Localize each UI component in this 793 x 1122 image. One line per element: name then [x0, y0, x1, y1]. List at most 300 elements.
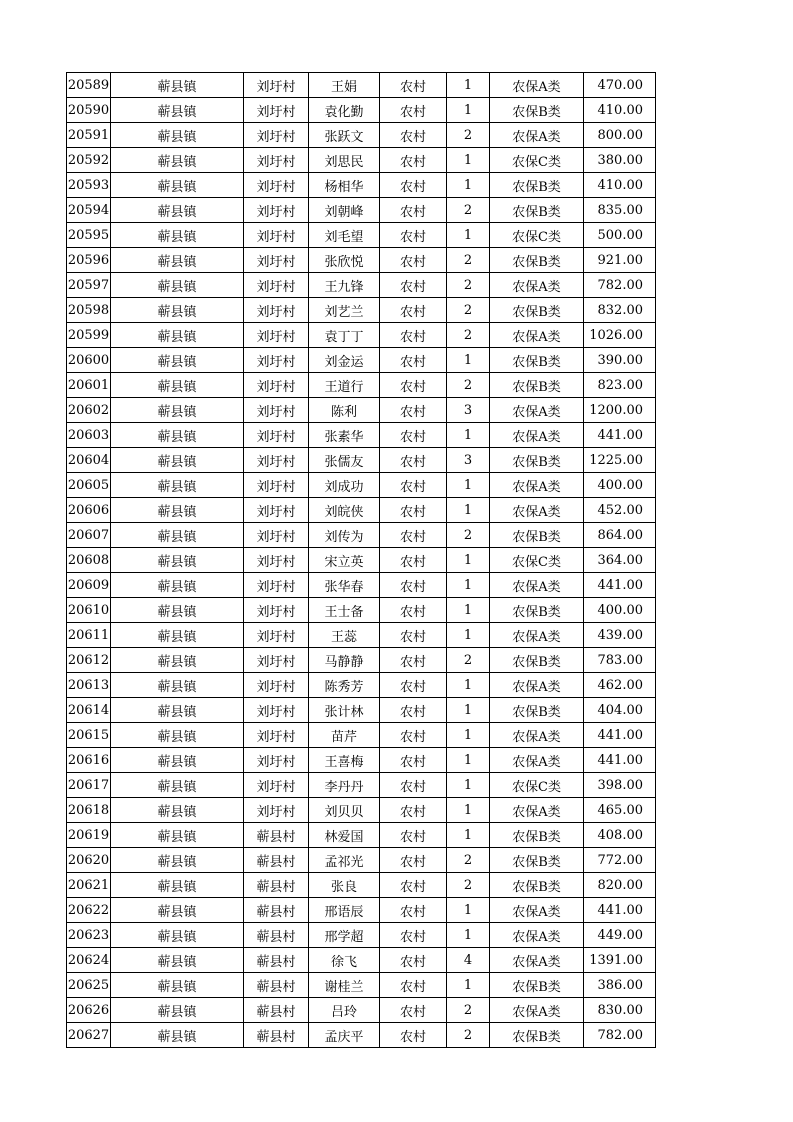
person-name-cell: 刘艺兰	[309, 298, 380, 323]
insurance-category-cell: 农保A类	[490, 748, 584, 773]
amount-cell: 441.00	[584, 748, 656, 773]
residence-type-cell: 农村	[380, 648, 447, 673]
town-cell: 蕲县镇	[111, 873, 244, 898]
town-cell: 蕲县镇	[111, 673, 244, 698]
town-cell: 蕲县镇	[111, 748, 244, 773]
household-count-cell: 1	[447, 73, 490, 98]
town-cell: 蕲县镇	[111, 973, 244, 998]
household-count-cell: 1	[447, 723, 490, 748]
town-cell: 蕲县镇	[111, 223, 244, 248]
table-row	[67, 723, 656, 748]
amount-cell: 400.00	[584, 473, 656, 498]
village-cell: 蕲县村	[244, 873, 309, 898]
village-cell: 刘圩村	[244, 148, 309, 173]
record-id-cell: 20603	[67, 423, 111, 448]
person-name-cell: 袁丁丁	[309, 323, 380, 348]
person-name-cell: 刘成功	[309, 473, 380, 498]
person-name-cell: 刘皖侠	[309, 498, 380, 523]
table-row	[67, 748, 656, 773]
amount-cell: 500.00	[584, 223, 656, 248]
insurance-category-cell: 农保B类	[490, 698, 584, 723]
person-name-cell: 张华春	[309, 573, 380, 598]
village-cell: 刘圩村	[244, 723, 309, 748]
residence-type-cell: 农村	[380, 773, 447, 798]
town-cell: 蕲县镇	[111, 773, 244, 798]
person-name-cell: 刘思民	[309, 148, 380, 173]
amount-cell: 386.00	[584, 973, 656, 998]
insurance-category-cell: 农保A类	[490, 948, 584, 973]
amount-cell: 1391.00	[584, 948, 656, 973]
person-name-cell: 张欣悦	[309, 248, 380, 273]
household-count-cell: 1	[447, 173, 490, 198]
record-id-cell: 20608	[67, 548, 111, 573]
person-name-cell: 王道行	[309, 373, 380, 398]
table-row	[67, 698, 656, 723]
village-cell: 刘圩村	[244, 773, 309, 798]
household-count-cell: 1	[447, 623, 490, 648]
person-name-cell: 袁化勤	[309, 98, 380, 123]
amount-cell: 465.00	[584, 798, 656, 823]
person-name-cell: 邢学超	[309, 923, 380, 948]
household-count-cell: 2	[447, 273, 490, 298]
residence-type-cell: 农村	[380, 898, 447, 923]
insurance-category-cell: 农保A类	[490, 123, 584, 148]
person-name-cell: 刘传为	[309, 523, 380, 548]
table-row	[67, 248, 656, 273]
village-cell: 刘圩村	[244, 473, 309, 498]
table-row	[67, 423, 656, 448]
amount-cell: 410.00	[584, 173, 656, 198]
town-cell: 蕲县镇	[111, 123, 244, 148]
residence-type-cell: 农村	[380, 323, 447, 348]
household-count-cell: 1	[447, 148, 490, 173]
town-cell: 蕲县镇	[111, 273, 244, 298]
insurance-category-cell: 农保B类	[490, 373, 584, 398]
record-id-cell: 20624	[67, 948, 111, 973]
household-count-cell: 2	[447, 648, 490, 673]
residence-type-cell: 农村	[380, 348, 447, 373]
town-cell: 蕲县镇	[111, 498, 244, 523]
table-row	[67, 898, 656, 923]
table-row	[67, 973, 656, 998]
table-row	[67, 348, 656, 373]
residence-type-cell: 农村	[380, 798, 447, 823]
household-count-cell: 2	[447, 998, 490, 1023]
person-name-cell: 王蕊	[309, 623, 380, 648]
record-id-cell: 20593	[67, 173, 111, 198]
table-row	[67, 1023, 656, 1048]
table-row	[67, 398, 656, 423]
amount-cell: 835.00	[584, 198, 656, 223]
record-id-cell: 20598	[67, 298, 111, 323]
amount-cell: 398.00	[584, 773, 656, 798]
person-name-cell: 陈利	[309, 398, 380, 423]
household-count-cell: 1	[447, 423, 490, 448]
record-id-cell: 20602	[67, 398, 111, 423]
household-count-cell: 2	[447, 323, 490, 348]
amount-cell: 462.00	[584, 673, 656, 698]
amount-cell: 452.00	[584, 498, 656, 523]
village-cell: 刘圩村	[244, 348, 309, 373]
town-cell: 蕲县镇	[111, 423, 244, 448]
amount-cell: 832.00	[584, 298, 656, 323]
table-row	[67, 198, 656, 223]
insurance-category-cell: 农保A类	[490, 798, 584, 823]
insurance-category-cell: 农保C类	[490, 773, 584, 798]
person-name-cell: 杨相华	[309, 173, 380, 198]
table-row	[67, 223, 656, 248]
insurance-category-cell: 农保A类	[490, 573, 584, 598]
town-cell: 蕲县镇	[111, 298, 244, 323]
record-id-cell: 20605	[67, 473, 111, 498]
amount-cell: 921.00	[584, 248, 656, 273]
residence-type-cell: 农村	[380, 298, 447, 323]
village-cell: 蕲县村	[244, 998, 309, 1023]
record-id-cell: 20606	[67, 498, 111, 523]
table-row	[67, 98, 656, 123]
record-id-cell: 20604	[67, 448, 111, 473]
amount-cell: 782.00	[584, 1023, 656, 1048]
household-count-cell: 2	[447, 1023, 490, 1048]
record-id-cell: 20596	[67, 248, 111, 273]
residence-type-cell: 农村	[380, 373, 447, 398]
record-id-cell: 20594	[67, 198, 111, 223]
insurance-category-cell: 农保B类	[490, 973, 584, 998]
residence-type-cell: 农村	[380, 598, 447, 623]
record-id-cell: 20623	[67, 923, 111, 948]
insurance-category-cell: 农保B类	[490, 298, 584, 323]
residence-type-cell: 农村	[380, 423, 447, 448]
household-count-cell: 2	[447, 523, 490, 548]
town-cell: 蕲县镇	[111, 373, 244, 398]
village-cell: 刘圩村	[244, 498, 309, 523]
amount-cell: 390.00	[584, 348, 656, 373]
record-id-cell: 20607	[67, 523, 111, 548]
person-name-cell: 张良	[309, 873, 380, 898]
table-row	[67, 823, 656, 848]
insurance-category-cell: 农保B类	[490, 873, 584, 898]
insurance-category-cell: 农保B类	[490, 348, 584, 373]
table-row	[67, 623, 656, 648]
household-count-cell: 1	[447, 923, 490, 948]
person-name-cell: 王喜梅	[309, 748, 380, 773]
person-name-cell: 刘贝贝	[309, 798, 380, 823]
table-row	[67, 273, 656, 298]
insurance-category-cell: 农保B类	[490, 523, 584, 548]
village-cell: 刘圩村	[244, 798, 309, 823]
table-row	[67, 498, 656, 523]
person-name-cell: 吕玲	[309, 998, 380, 1023]
table-row	[67, 673, 656, 698]
town-cell: 蕲县镇	[111, 398, 244, 423]
record-id-cell: 20609	[67, 573, 111, 598]
table-row	[67, 148, 656, 173]
village-cell: 刘圩村	[244, 123, 309, 148]
village-cell: 蕲县村	[244, 973, 309, 998]
amount-cell: 1026.00	[584, 323, 656, 348]
amount-cell: 410.00	[584, 98, 656, 123]
residence-type-cell: 农村	[380, 973, 447, 998]
village-cell: 刘圩村	[244, 398, 309, 423]
record-id-cell: 20614	[67, 698, 111, 723]
amount-cell: 1200.00	[584, 398, 656, 423]
amount-cell: 782.00	[584, 273, 656, 298]
town-cell: 蕲县镇	[111, 323, 244, 348]
record-id-cell: 20610	[67, 598, 111, 623]
table-row	[67, 573, 656, 598]
roster-body	[67, 73, 656, 1048]
residence-type-cell: 农村	[380, 573, 447, 598]
record-id-cell: 20627	[67, 1023, 111, 1048]
insurance-category-cell: 农保B类	[490, 598, 584, 623]
village-cell: 刘圩村	[244, 698, 309, 723]
record-id-cell: 20615	[67, 723, 111, 748]
table-row	[67, 123, 656, 148]
village-cell: 刘圩村	[244, 573, 309, 598]
village-cell: 蕲县村	[244, 898, 309, 923]
person-name-cell: 谢桂兰	[309, 973, 380, 998]
amount-cell: 441.00	[584, 723, 656, 748]
insurance-category-cell: 农保A类	[490, 473, 584, 498]
insurance-category-cell: 农保B类	[490, 173, 584, 198]
table-row	[67, 523, 656, 548]
town-cell: 蕲县镇	[111, 623, 244, 648]
person-name-cell: 刘朝峰	[309, 198, 380, 223]
residence-type-cell: 农村	[380, 448, 447, 473]
table-row	[67, 298, 656, 323]
household-count-cell: 1	[447, 798, 490, 823]
table-row	[67, 798, 656, 823]
residence-type-cell: 农村	[380, 948, 447, 973]
person-name-cell: 苗芹	[309, 723, 380, 748]
residence-type-cell: 农村	[380, 548, 447, 573]
table-row	[67, 323, 656, 348]
amount-cell: 800.00	[584, 123, 656, 148]
village-cell: 刘圩村	[244, 373, 309, 398]
town-cell: 蕲县镇	[111, 248, 244, 273]
residence-type-cell: 农村	[380, 398, 447, 423]
person-name-cell: 张计林	[309, 698, 380, 723]
village-cell: 刘圩村	[244, 173, 309, 198]
table-row	[67, 73, 656, 98]
amount-cell: 864.00	[584, 523, 656, 548]
residence-type-cell: 农村	[380, 873, 447, 898]
town-cell: 蕲县镇	[111, 548, 244, 573]
household-count-cell: 1	[447, 973, 490, 998]
village-cell: 刘圩村	[244, 198, 309, 223]
residence-type-cell: 农村	[380, 698, 447, 723]
record-id-cell: 20616	[67, 748, 111, 773]
insurance-category-cell: 农保B类	[490, 248, 584, 273]
village-cell: 刘圩村	[244, 323, 309, 348]
residence-type-cell: 农村	[380, 98, 447, 123]
residence-type-cell: 农村	[380, 473, 447, 498]
household-count-cell: 2	[447, 298, 490, 323]
town-cell: 蕲县镇	[111, 198, 244, 223]
table-row	[67, 448, 656, 473]
insurance-category-cell: 农保B类	[490, 648, 584, 673]
insurance-category-cell: 农保A类	[490, 673, 584, 698]
town-cell: 蕲县镇	[111, 948, 244, 973]
village-cell: 蕲县村	[244, 848, 309, 873]
person-name-cell: 王九锋	[309, 273, 380, 298]
household-count-cell: 1	[447, 573, 490, 598]
table-row	[67, 773, 656, 798]
village-cell: 刘圩村	[244, 523, 309, 548]
person-name-cell: 王士备	[309, 598, 380, 623]
person-name-cell: 林爱国	[309, 823, 380, 848]
person-name-cell: 马静静	[309, 648, 380, 673]
household-count-cell: 1	[447, 548, 490, 573]
person-name-cell: 张儒友	[309, 448, 380, 473]
amount-cell: 830.00	[584, 998, 656, 1023]
residence-type-cell: 农村	[380, 673, 447, 698]
household-count-cell: 2	[447, 873, 490, 898]
record-id-cell: 20625	[67, 973, 111, 998]
village-cell: 刘圩村	[244, 298, 309, 323]
insurance-category-cell: 农保A类	[490, 323, 584, 348]
residence-type-cell: 农村	[380, 198, 447, 223]
insurance-category-cell: 农保B类	[490, 98, 584, 123]
household-count-cell: 1	[447, 773, 490, 798]
household-count-cell: 2	[447, 123, 490, 148]
household-count-cell: 1	[447, 473, 490, 498]
amount-cell: 380.00	[584, 148, 656, 173]
household-count-cell: 3	[447, 448, 490, 473]
amount-cell: 441.00	[584, 573, 656, 598]
village-cell: 刘圩村	[244, 423, 309, 448]
village-cell: 蕲县村	[244, 923, 309, 948]
village-cell: 刘圩村	[244, 648, 309, 673]
person-name-cell: 宋立英	[309, 548, 380, 573]
residence-type-cell: 农村	[380, 123, 447, 148]
residence-type-cell: 农村	[380, 748, 447, 773]
town-cell: 蕲县镇	[111, 173, 244, 198]
town-cell: 蕲县镇	[111, 898, 244, 923]
town-cell: 蕲县镇	[111, 648, 244, 673]
person-name-cell: 陈秀芳	[309, 673, 380, 698]
household-count-cell: 2	[447, 248, 490, 273]
record-id-cell: 20597	[67, 273, 111, 298]
table-row	[67, 948, 656, 973]
household-count-cell: 1	[447, 498, 490, 523]
table-row	[67, 648, 656, 673]
town-cell: 蕲县镇	[111, 848, 244, 873]
town-cell: 蕲县镇	[111, 523, 244, 548]
town-cell: 蕲县镇	[111, 598, 244, 623]
town-cell: 蕲县镇	[111, 573, 244, 598]
household-count-cell: 1	[447, 898, 490, 923]
household-count-cell: 1	[447, 98, 490, 123]
insurance-category-cell: 农保B类	[490, 198, 584, 223]
town-cell: 蕲县镇	[111, 998, 244, 1023]
town-cell: 蕲县镇	[111, 723, 244, 748]
household-count-cell: 1	[447, 223, 490, 248]
household-count-cell: 1	[447, 698, 490, 723]
insurance-category-cell: 农保A类	[490, 73, 584, 98]
household-count-cell: 1	[447, 598, 490, 623]
table-row	[67, 998, 656, 1023]
record-id-cell: 20619	[67, 823, 111, 848]
village-cell: 刘圩村	[244, 223, 309, 248]
residence-type-cell: 农村	[380, 148, 447, 173]
insurance-category-cell: 农保C类	[490, 548, 584, 573]
village-cell: 刘圩村	[244, 248, 309, 273]
table-row	[67, 923, 656, 948]
amount-cell: 364.00	[584, 548, 656, 573]
table-row	[67, 548, 656, 573]
amount-cell: 400.00	[584, 598, 656, 623]
amount-cell: 772.00	[584, 848, 656, 873]
table-row	[67, 173, 656, 198]
amount-cell: 470.00	[584, 73, 656, 98]
record-id-cell: 20611	[67, 623, 111, 648]
residence-type-cell: 农村	[380, 723, 447, 748]
person-name-cell: 刘金运	[309, 348, 380, 373]
village-cell: 刘圩村	[244, 623, 309, 648]
town-cell: 蕲县镇	[111, 148, 244, 173]
village-cell: 刘圩村	[244, 448, 309, 473]
amount-cell: 404.00	[584, 698, 656, 723]
record-id-cell: 20617	[67, 773, 111, 798]
residence-type-cell: 农村	[380, 498, 447, 523]
amount-cell: 439.00	[584, 623, 656, 648]
household-count-cell: 3	[447, 398, 490, 423]
household-count-cell: 2	[447, 848, 490, 873]
amount-cell: 441.00	[584, 898, 656, 923]
insurance-category-cell: 农保A类	[490, 623, 584, 648]
roster-table	[66, 72, 656, 1048]
amount-cell: 1225.00	[584, 448, 656, 473]
residence-type-cell: 农村	[380, 73, 447, 98]
person-name-cell: 李丹丹	[309, 773, 380, 798]
person-name-cell: 徐飞	[309, 948, 380, 973]
table-row	[67, 473, 656, 498]
record-id-cell: 20622	[67, 898, 111, 923]
village-cell: 刘圩村	[244, 273, 309, 298]
record-id-cell: 20612	[67, 648, 111, 673]
amount-cell: 783.00	[584, 648, 656, 673]
household-count-cell: 2	[447, 198, 490, 223]
residence-type-cell: 农村	[380, 173, 447, 198]
residence-type-cell: 农村	[380, 923, 447, 948]
town-cell: 蕲县镇	[111, 98, 244, 123]
person-name-cell: 张素华	[309, 423, 380, 448]
town-cell: 蕲县镇	[111, 448, 244, 473]
insurance-category-cell: 农保B类	[490, 448, 584, 473]
record-id-cell: 20600	[67, 348, 111, 373]
residence-type-cell: 农村	[380, 248, 447, 273]
town-cell: 蕲县镇	[111, 1023, 244, 1048]
residence-type-cell: 农村	[380, 998, 447, 1023]
insurance-category-cell: 农保B类	[490, 848, 584, 873]
household-count-cell: 1	[447, 673, 490, 698]
record-id-cell: 20591	[67, 123, 111, 148]
amount-cell: 820.00	[584, 873, 656, 898]
residence-type-cell: 农村	[380, 1023, 447, 1048]
insurance-category-cell: 农保A类	[490, 998, 584, 1023]
record-id-cell: 20618	[67, 798, 111, 823]
amount-cell: 823.00	[584, 373, 656, 398]
insurance-category-cell: 农保C类	[490, 148, 584, 173]
table-row	[67, 848, 656, 873]
town-cell: 蕲县镇	[111, 823, 244, 848]
household-count-cell: 1	[447, 823, 490, 848]
insurance-category-cell: 农保C类	[490, 223, 584, 248]
insurance-category-cell: 农保B类	[490, 823, 584, 848]
record-id-cell: 20590	[67, 98, 111, 123]
household-count-cell: 4	[447, 948, 490, 973]
